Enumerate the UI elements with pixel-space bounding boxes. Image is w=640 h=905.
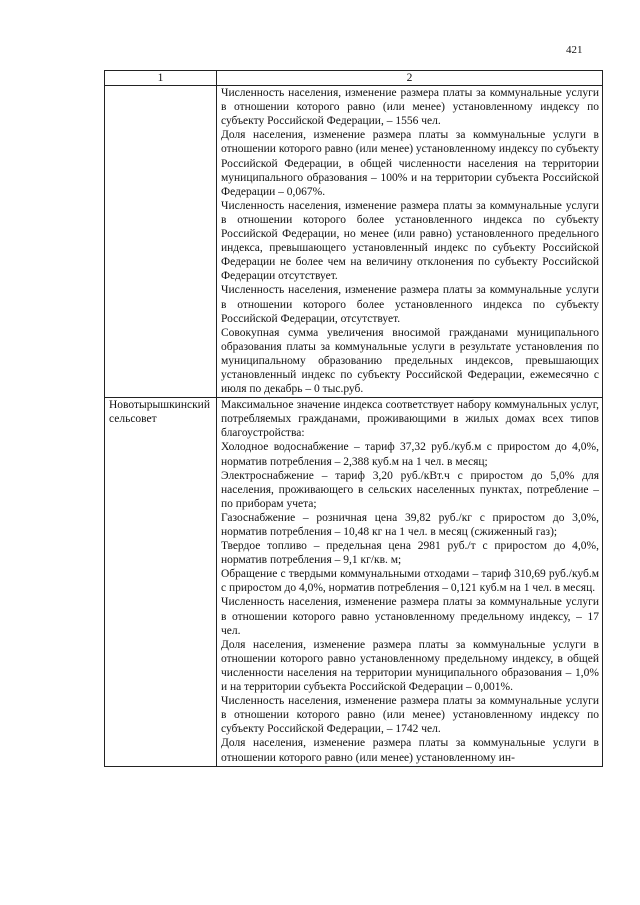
municipality-cell: Новотырышкинский сельсовет (105, 398, 217, 766)
paragraph: Электроснабжение – тариф 3,20 руб./кВт.ч с приростом до 5,0% для населения, проживающего в сельских населенных пунктах, потребление – по приборам учета; (221, 469, 599, 510)
column-header-1: 1 (105, 71, 217, 86)
table-row (105, 86, 603, 398)
table-header-row (105, 71, 603, 86)
paragraph: Доля населения, изменение размера платы за коммунальные услуги в отношении которого равно (или менее) установленному ин- (221, 737, 599, 764)
paragraph: Холодное водоснабжение – тариф 37,32 руб./куб.м с приростом до 4,0%, норматив потребления – 2,388 куб.м на 1 чел. в месяц; (221, 441, 599, 468)
table-row (105, 398, 603, 766)
paragraph: Численность населения, изменение размера платы за коммунальные услуги в отношении которого равно (или менее) установленному индексу по субъекту Российской Федерации, – 1556 чел. (221, 87, 599, 128)
column-header-2: 2 (217, 71, 603, 86)
paragraph: Доля населения, изменение размера платы за коммунальные услуги в отношении которого равно (или менее) установленному индексу по субъекту Российской Федерации, в общей численности населения на территории муниципального образования – 100% и на территории субъекта Российской Федерации – 0,067%. (221, 129, 599, 198)
paragraph: Численность населения, изменение размера платы за коммунальные услуги в отношении которого более установленного индекса по субъекту Российской Федерации, отсутствует. (221, 284, 599, 325)
paragraph: Доля населения, изменение размера платы за коммунальные услуги в отношении которого равно установленному предельному индексу, в общей численности населения на территории муниципального образования – 1,0% и на территории субъекта Российской Федерации – 0,001%. (221, 638, 599, 694)
paragraph: Газоснабжение – розничная цена 39,82 руб./кг с приростом до 3,0%, норматив потребления – 10,48 кг на 1 чел. в месяц (сжиженный газ); (221, 511, 599, 538)
municipality-cell (105, 86, 217, 398)
paragraph: Обращение с твердыми коммунальными отходами – тариф 310,69 руб./куб.м с приростом до 4,0%, норматив потребления – 0,121 куб.м на 1 чел. в месяц. (221, 568, 599, 595)
paragraph: Максимальное значение индекса соответствует набору коммунальных услуг, потребляемых гражданами, проживающими в жилых домах всех типов благоустройства: (221, 399, 599, 440)
paragraph: Твердое топливо – предельная цена 2981 руб./т с приростом до 4,0%, норматив потребления – 9,1 кг/кв. м; (221, 540, 599, 567)
document-table (104, 70, 603, 767)
paragraph: Численность населения, изменение размера платы за коммунальные услуги в отношении которого равно (или менее) установленному индексу по субъекту Российской Федерации, – 1742 чел. (221, 695, 599, 736)
paragraph: Совокупная сумма увеличения вносимой гражданами муниципального образования платы за коммунальные услуги в результате установления по муниципальному образованию предельных индексов, превышающих установленный индекс по субъекту Российской Федерации, ежемесячно с июля по декабрь – 0 тыс.руб. (221, 326, 599, 396)
description-cell (217, 398, 603, 766)
paragraph: Численность населения, изменение размера платы за коммунальные услуги в отношении которого равно установленному предельному индексу, – 17 чел. (221, 596, 599, 637)
description-cell (217, 86, 603, 398)
page-number: 421 (566, 44, 583, 56)
paragraph: Численность населения, изменение размера платы за коммунальные услуги в отношении которого более установленного индекса по субъекту Российской Федерации, но менее (или равно) установленного предельного индекса, превышающего установленный индекс по субъекту Российской Федерации не более чем на величину отклонения по субъекту Российской Федерации отсутствует. (221, 199, 599, 283)
